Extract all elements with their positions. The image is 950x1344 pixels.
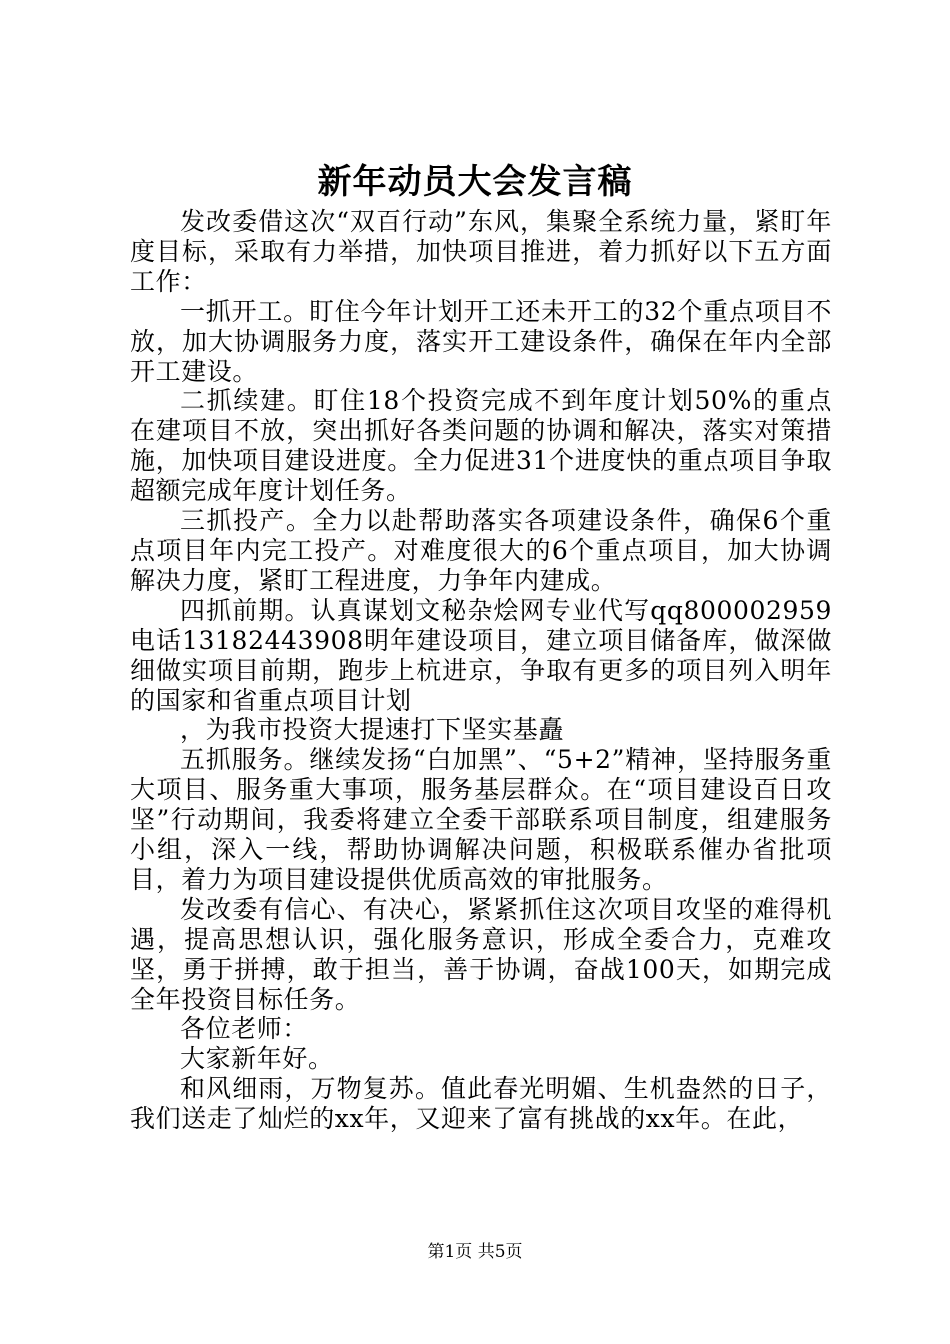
paragraph-start-construction: 一抓开工。盯住今年计划开工还未开工的32个重点项目不放，加大协调服务力度，落实开工建设条件，确保在年内全部开工建设。 [130, 296, 832, 386]
paragraph-intro: 发改委借这次“双百行动”东风，集聚全系统力量，紧盯年度目标，采取有力举措，加快项目推进，着力抓好以下五方面工作： [130, 207, 832, 296]
paragraph-continue-construction: 二抓续建。盯住18个投资完成不到年度计划50%的重点在建项目不放，突出抓好各类问题的协调和解决，落实对策措施，加快项目建设进度。全力促进31个进度快的重点项目争取超额完成年度计划任务。 [130, 386, 832, 506]
paragraph-new-year: 大家新年好。 [180, 1044, 334, 1074]
paragraph-production: 三抓投产。全力以赴帮助落实各项建设条件，确保6个重点项目年内完工投产。对难度很大的6个重点项目，加大协调解决力度，紧盯工程进度，力争年内建成。 [130, 506, 832, 595]
paragraph-service: 五抓服务。继续发扬“白加黑”、“5+2”精神，坚持服务重大项目、服务重大事项，服务基层群众。在“项目建设百日攻坚”行动期间，我委将建立全委干部联系项目制度，组建服务小组，深入一线，帮助协调解决问题，积极联系催办省批项目，着力为项目建设提供优质高效的审批服务。 [130, 745, 832, 894]
paragraph-preliminary: 四抓前期。认真谋划文秘杂烩网专业代写qq800002959电话13182443908明年建设项目，建立项目储备库，做深做细做实项目前期，跑步上杭进京，争取有更多的项目列入明年的国家和省重点项目计划 [130, 595, 832, 715]
document-title: 新年动员大会发言稿 [317, 162, 633, 202]
paragraph-confidence: 发改委有信心、有决心，紧紧抓住这次项目攻坚的难得机遇，提高思想认识，强化服务意识，形成全委合力，克难攻坚，勇于拼搏，敢于担当，善于协调，奋战100天，如期完成全年投资目标任务。 [130, 894, 832, 1014]
page-footer: 第1页 共5页 [427, 1242, 523, 1262]
paragraph-foundation: ，为我市投资大提速打下坚实基矗 [180, 715, 565, 745]
paragraph-greeting: 各位老师： [180, 1014, 309, 1044]
paragraph-spring: 和风细雨，万物复苏。值此春光明媚、生机盎然的日子，我们送走了灿烂的xx年，又迎来了富有挑战的xx年。在此， [130, 1074, 832, 1134]
document-body [130, 207, 832, 1134]
